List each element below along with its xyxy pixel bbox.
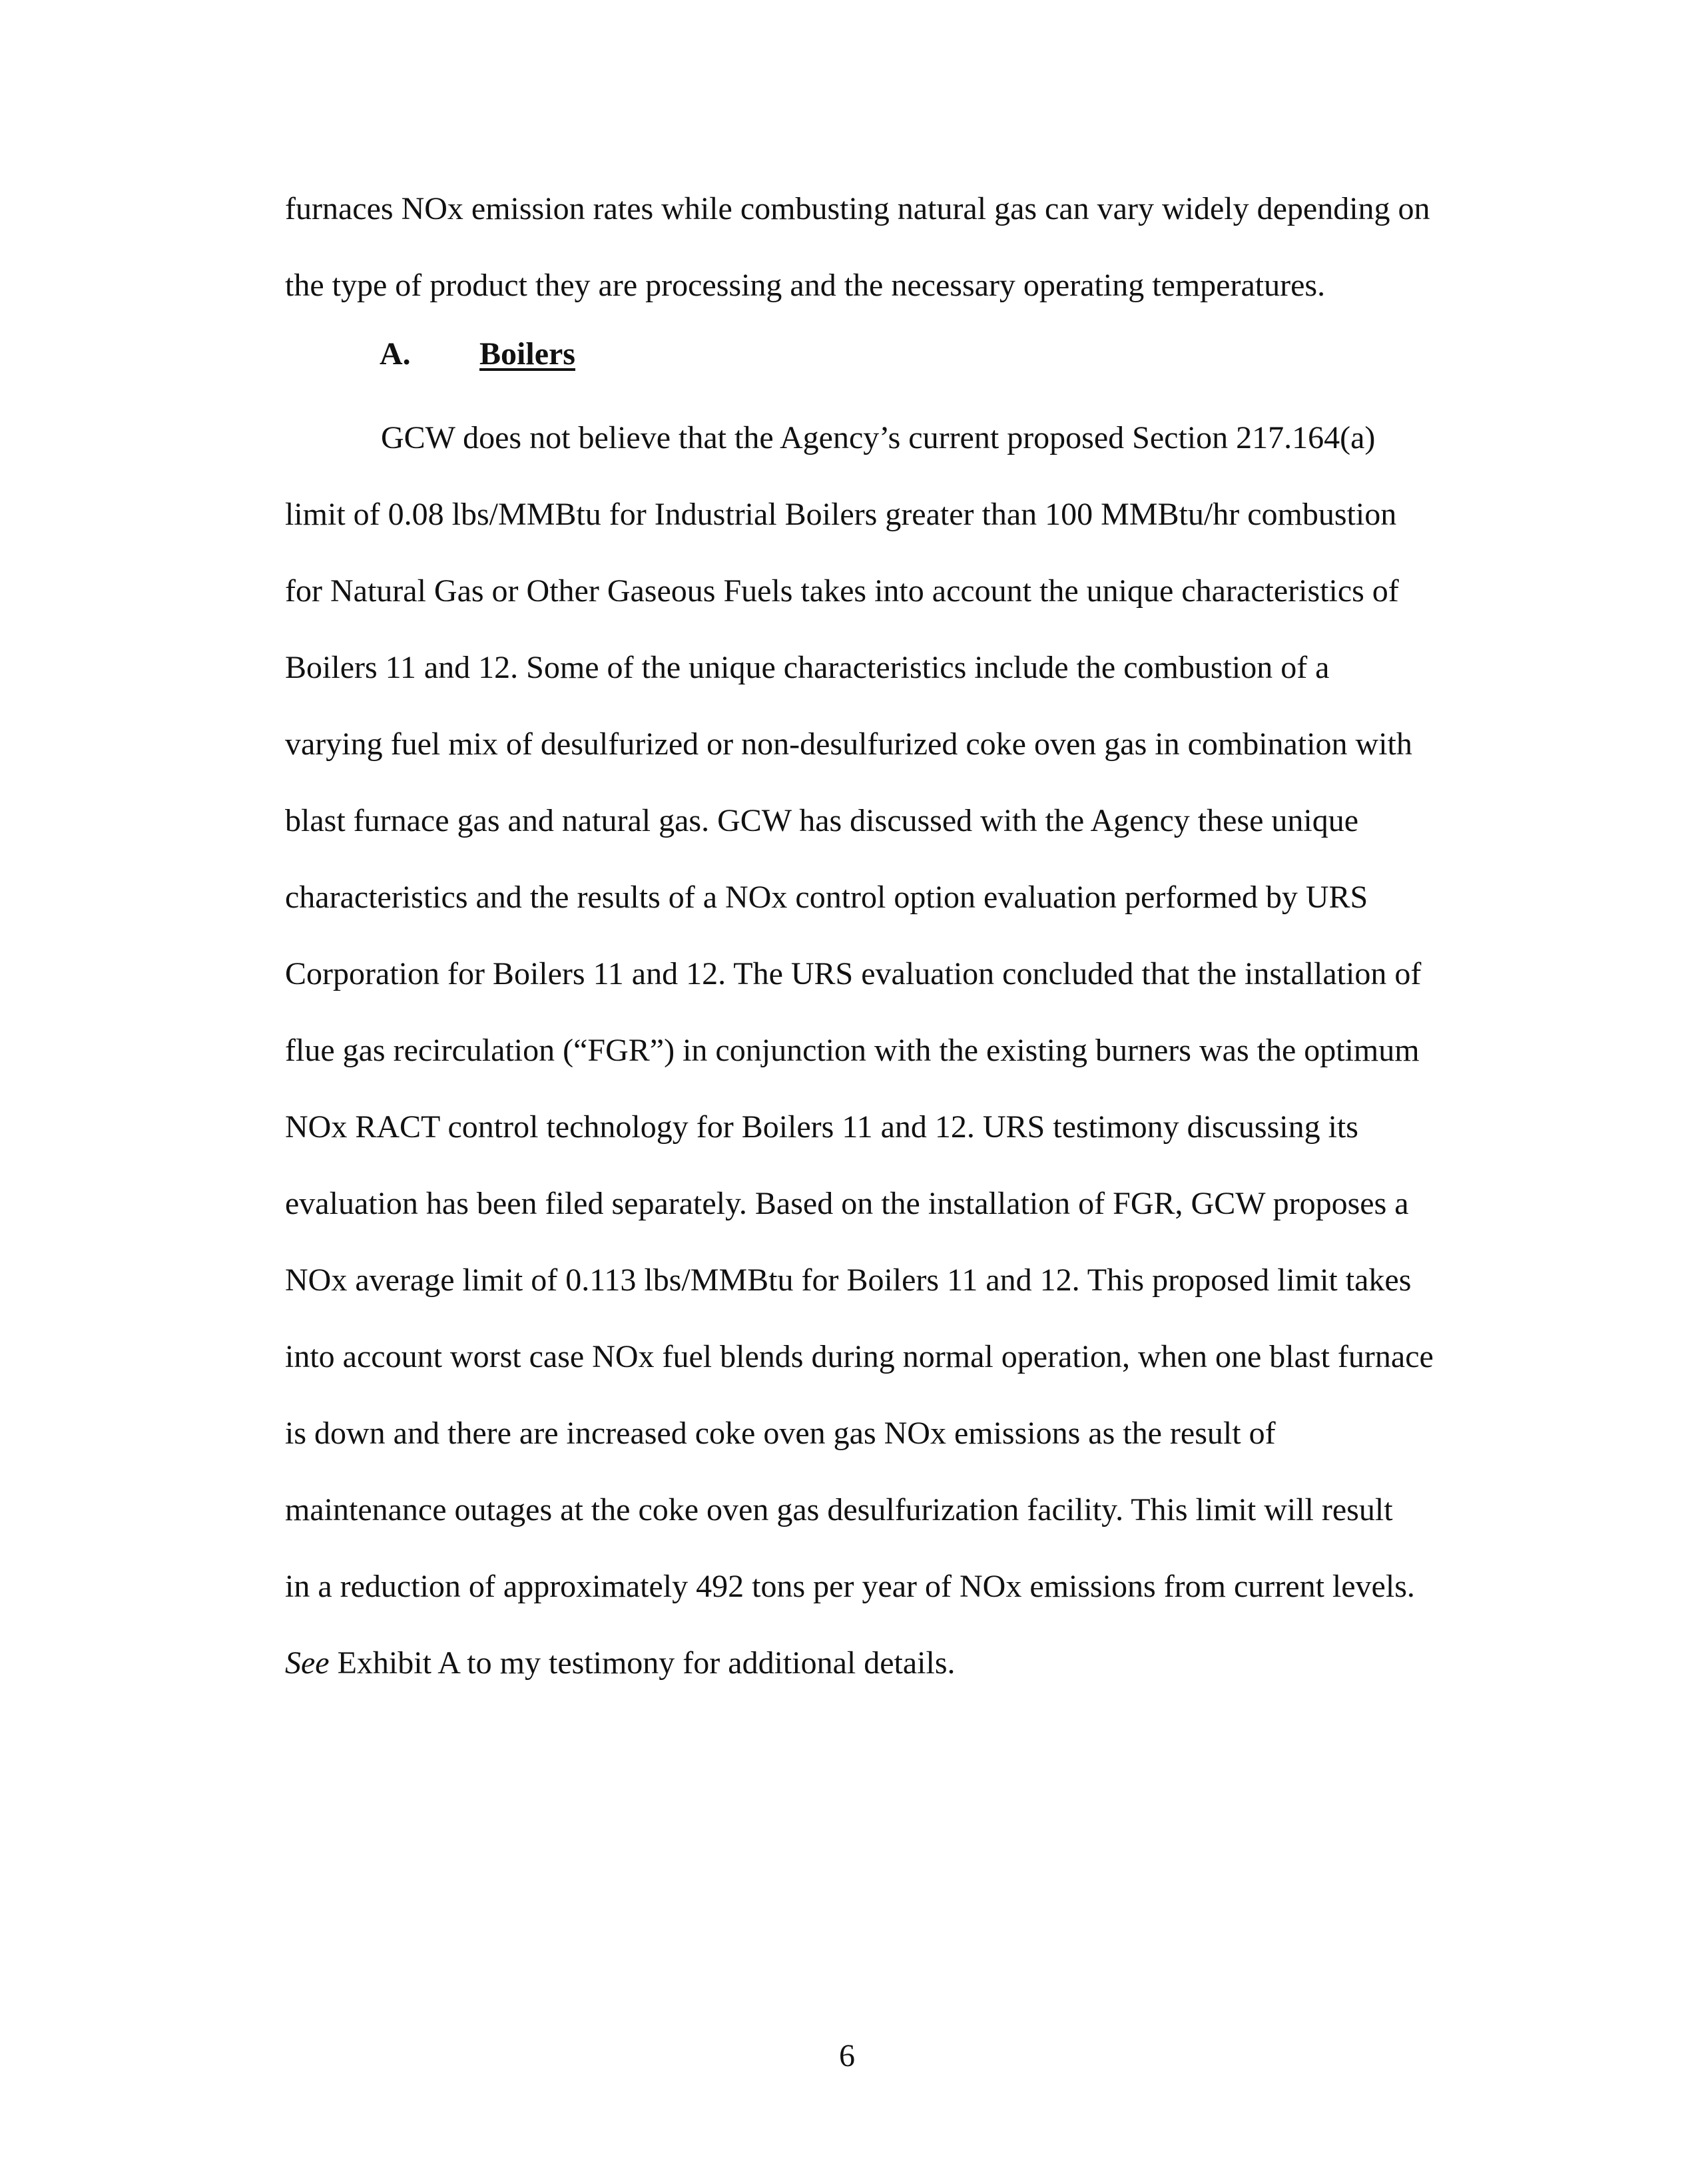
section-heading	[380, 334, 575, 374]
text-line: evaluation has been filed separately. Based on the installation of FGR, GCW proposes a	[285, 1186, 1409, 1221]
closing-text: Exhibit A to my testimony for additional details.	[329, 1645, 956, 1681]
text-line: Boilers 11 and 12. Some of the unique characteristics include the combustion of a	[285, 650, 1330, 685]
text-line-closing	[285, 1625, 1484, 1701]
section-title: Boilers	[479, 336, 575, 372]
see-signal: See	[285, 1645, 330, 1681]
text-line: maintenance outages at the coke oven gas desulfurization facility. This limit will result	[285, 1492, 1393, 1527]
section-letter: A.	[380, 336, 411, 372]
text-line: Corporation for Boilers 11 and 12. The URS evaluation concluded that the installation of	[285, 956, 1422, 991]
text-line: NOx average limit of 0.113 lbs/MMBtu for Boilers 11 and 12. This proposed limit takes	[285, 1262, 1412, 1298]
text-line: is down and there are increased coke oven gas NOx emissions as the result of	[285, 1416, 1276, 1451]
page-number: 6	[839, 2038, 855, 2073]
intro-text	[285, 170, 1484, 324]
text-line: in a reduction of approximately 492 tons per year of NOx emissions from current levels.	[285, 1569, 1415, 1604]
text-line: varying fuel mix of desulfurized or non-desulfurized coke oven gas in combination with	[285, 726, 1412, 762]
text-line: for Natural Gas or Other Gaseous Fuels takes into account the unique characteristics of	[285, 573, 1399, 609]
text-line: GCW does not believe that the Agency’s current proposed Section 217.164(a)	[285, 420, 1376, 455]
text-line: blast furnace gas and natural gas. GCW has discussed with the Agency these unique	[285, 803, 1359, 838]
boilers-paragraph	[285, 400, 1484, 1701]
text-line: into account worst case NOx fuel blends during normal operation, when one blast furnace	[285, 1339, 1434, 1374]
text-line: flue gas recirculation (“FGR”) in conjunction with the existing burners was the optimum	[285, 1033, 1420, 1068]
text-line: NOx RACT control technology for Boilers 11 and 12. URS testimony discussing its	[285, 1109, 1358, 1145]
text-line: the type of product they are processing and the necessary operating temperatures.	[285, 268, 1326, 303]
text-line: limit of 0.08 lbs/MMBtu for Industrial Boilers greater than 100 MMBtu/hr combustion	[285, 497, 1397, 532]
text-line: characteristics and the results of a NOx control option evaluation performed by URS	[285, 880, 1368, 915]
text-line: furnaces NOx emission rates while combusting natural gas can vary widely depending on	[285, 191, 1430, 226]
